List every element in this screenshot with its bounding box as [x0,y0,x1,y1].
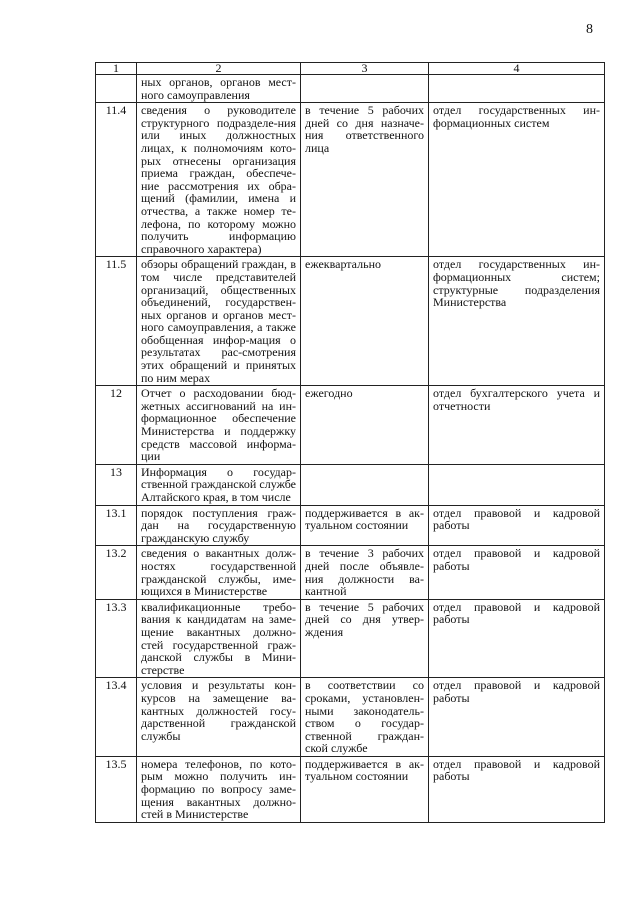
row-term: ежегодно [301,386,429,465]
row-info: порядок поступления граж-дан на государственную гражданскую службу [137,505,301,546]
header-cell-4: 4 [429,63,605,75]
header-cell-1: 1 [96,63,137,75]
row-number: 13 [96,464,137,505]
table-row [96,464,605,505]
page-number: 8 [586,22,593,37]
table-row [96,756,605,822]
table-row [96,103,605,257]
row-term [301,464,429,505]
row-number: 13.2 [96,546,137,599]
header-cell-3: 3 [301,63,429,75]
row-number: 11.5 [96,257,137,386]
row-info: Отчет о расходовании бюд-жетных ассигнований на ин-формационное обеспечение Министерства и поддержку средств массовой информа-ции [137,386,301,465]
row-info: номера телефонов, по кото-рым можно получить ин-формацию по вопросу заме-щения вакантных должно-стей в Министерстве [137,756,301,822]
row-info: обзоры обращений граждан, в том числе представителей организаций, общественных объединений, государствен-ных органов и органов мест-ного самоуправления, а также обобщенная инфор-мация о результатах рас-смотрения этих обращений и принятых по ним мерах [137,257,301,386]
row-term: поддерживается в ак-туальном состоянии [301,756,429,822]
row-term: в течение 5 рабочих дней со дня утвер-ждения [301,599,429,678]
row-term: в течение 3 рабочих дней после объявле-ния должности ва-кантной [301,546,429,599]
row-term: в течение 5 рабочих дней со дня назначе-ния ответственного лица [301,103,429,257]
row-responsible: отдел правовой и кадровой работы [429,599,605,678]
table-row [96,678,605,757]
row-number: 13.3 [96,599,137,678]
row-responsible: отдел правовой и кадровой работы [429,505,605,546]
row-info: сведения о руководителе структурного подразделе-ния или иных должностных лицах, к полномочиям кото-рых отнесены организация приема граждан, обеспече-ние рассмотрения их обра-щений (фамилии, имена и отчества, а также номер те-лефона, по которому можно получить информацию справочного характера) [137,103,301,257]
table-row [96,75,605,103]
header-cell-2: 2 [137,63,301,75]
table-row [96,257,605,386]
row-responsible: отдел государственных ин-формационных систем; структурные подразделения Министерства [429,257,605,386]
row-term: ежеквартально [301,257,429,386]
row-term: поддерживается в ак-туальном состоянии [301,505,429,546]
row-number: 13.1 [96,505,137,546]
row-responsible [429,464,605,505]
table-row [96,599,605,678]
row-info: ных органов, органов мест-ного самоуправления [137,75,301,103]
document-table [95,62,605,823]
row-term [301,75,429,103]
row-number [96,75,137,103]
row-info: Информация о государ-ственной гражданской службе Алтайского края, в том числе [137,464,301,505]
row-info: квалификационные требо-вания к кандидатам на заме-щение вакантных должно-стей государственной граж-данской службы в Мини-стерстве [137,599,301,678]
table-row [96,505,605,546]
row-responsible: отдел бухгалтерского учета и отчетности [429,386,605,465]
table-row [96,546,605,599]
row-responsible [429,75,605,103]
row-number: 13.4 [96,678,137,757]
row-responsible: отдел государственных ин-формационных систем [429,103,605,257]
table-row [96,386,605,465]
row-number: 13.5 [96,756,137,822]
row-number: 12 [96,386,137,465]
row-number: 11.4 [96,103,137,257]
row-term: в соответствии со сроками, установлен-ными законодатель-ством о государ-ственной граждан-ской службе [301,678,429,757]
row-responsible: отдел правовой и кадровой работы [429,546,605,599]
table-header-row [96,63,605,75]
row-responsible: отдел правовой и кадровой работы [429,678,605,757]
row-info: сведения о вакантных долж-ностях государственной гражданской службы, име-ющихся в Министерстве [137,546,301,599]
row-responsible: отдел правовой и кадровой работы [429,756,605,822]
row-info: условия и результаты кон-курсов на замещение ва-кантных должностей госу-дарственной гражданской службы [137,678,301,757]
